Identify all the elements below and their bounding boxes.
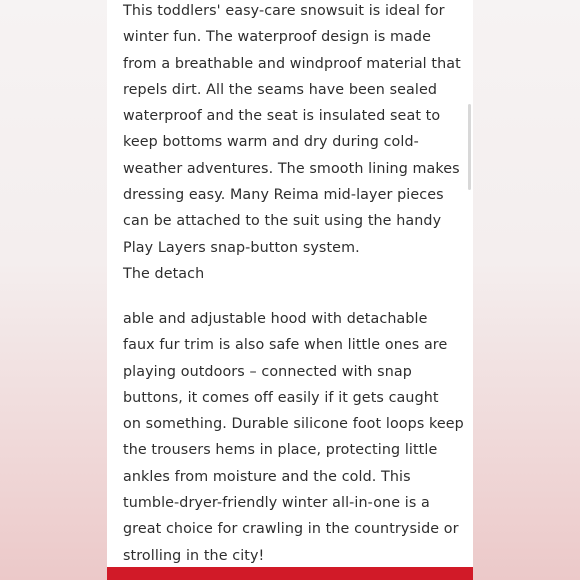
product-description-part-two: able and adjustable hood with detachable faux fur trim is also safe when little ones are playing outdoors – connected with snap buttons, it comes off easily if it gets caught on something. Durable silicone foot loops keep the trousers hems in place, protecting little ankles from moisture and the cold. This tumble-dryer-friendly winter all-in-one is a great choice for crawling in the countryside or strolling in the city!: [123, 311, 464, 564]
bottom-action-bar[interactable]: [107, 567, 473, 580]
scrollbar-thumb[interactable]: [468, 104, 471, 190]
product-description-panel: [107, 0, 473, 580]
product-description-part-one: This toddlers' easy-care snowsuit is ideal for winter fun. The waterproof design is made from a breathable and windproof material that repels dirt. All the seams have been sealed waterproof and the seat is insulated seat to keep bottoms warm and dry during cold- weather adventures. The smooth lining makes dressing easy. Many Reima mid-layer pieces can be attached to the suit using the handy Play Layers snap-button system. The detach: [123, 3, 461, 282]
